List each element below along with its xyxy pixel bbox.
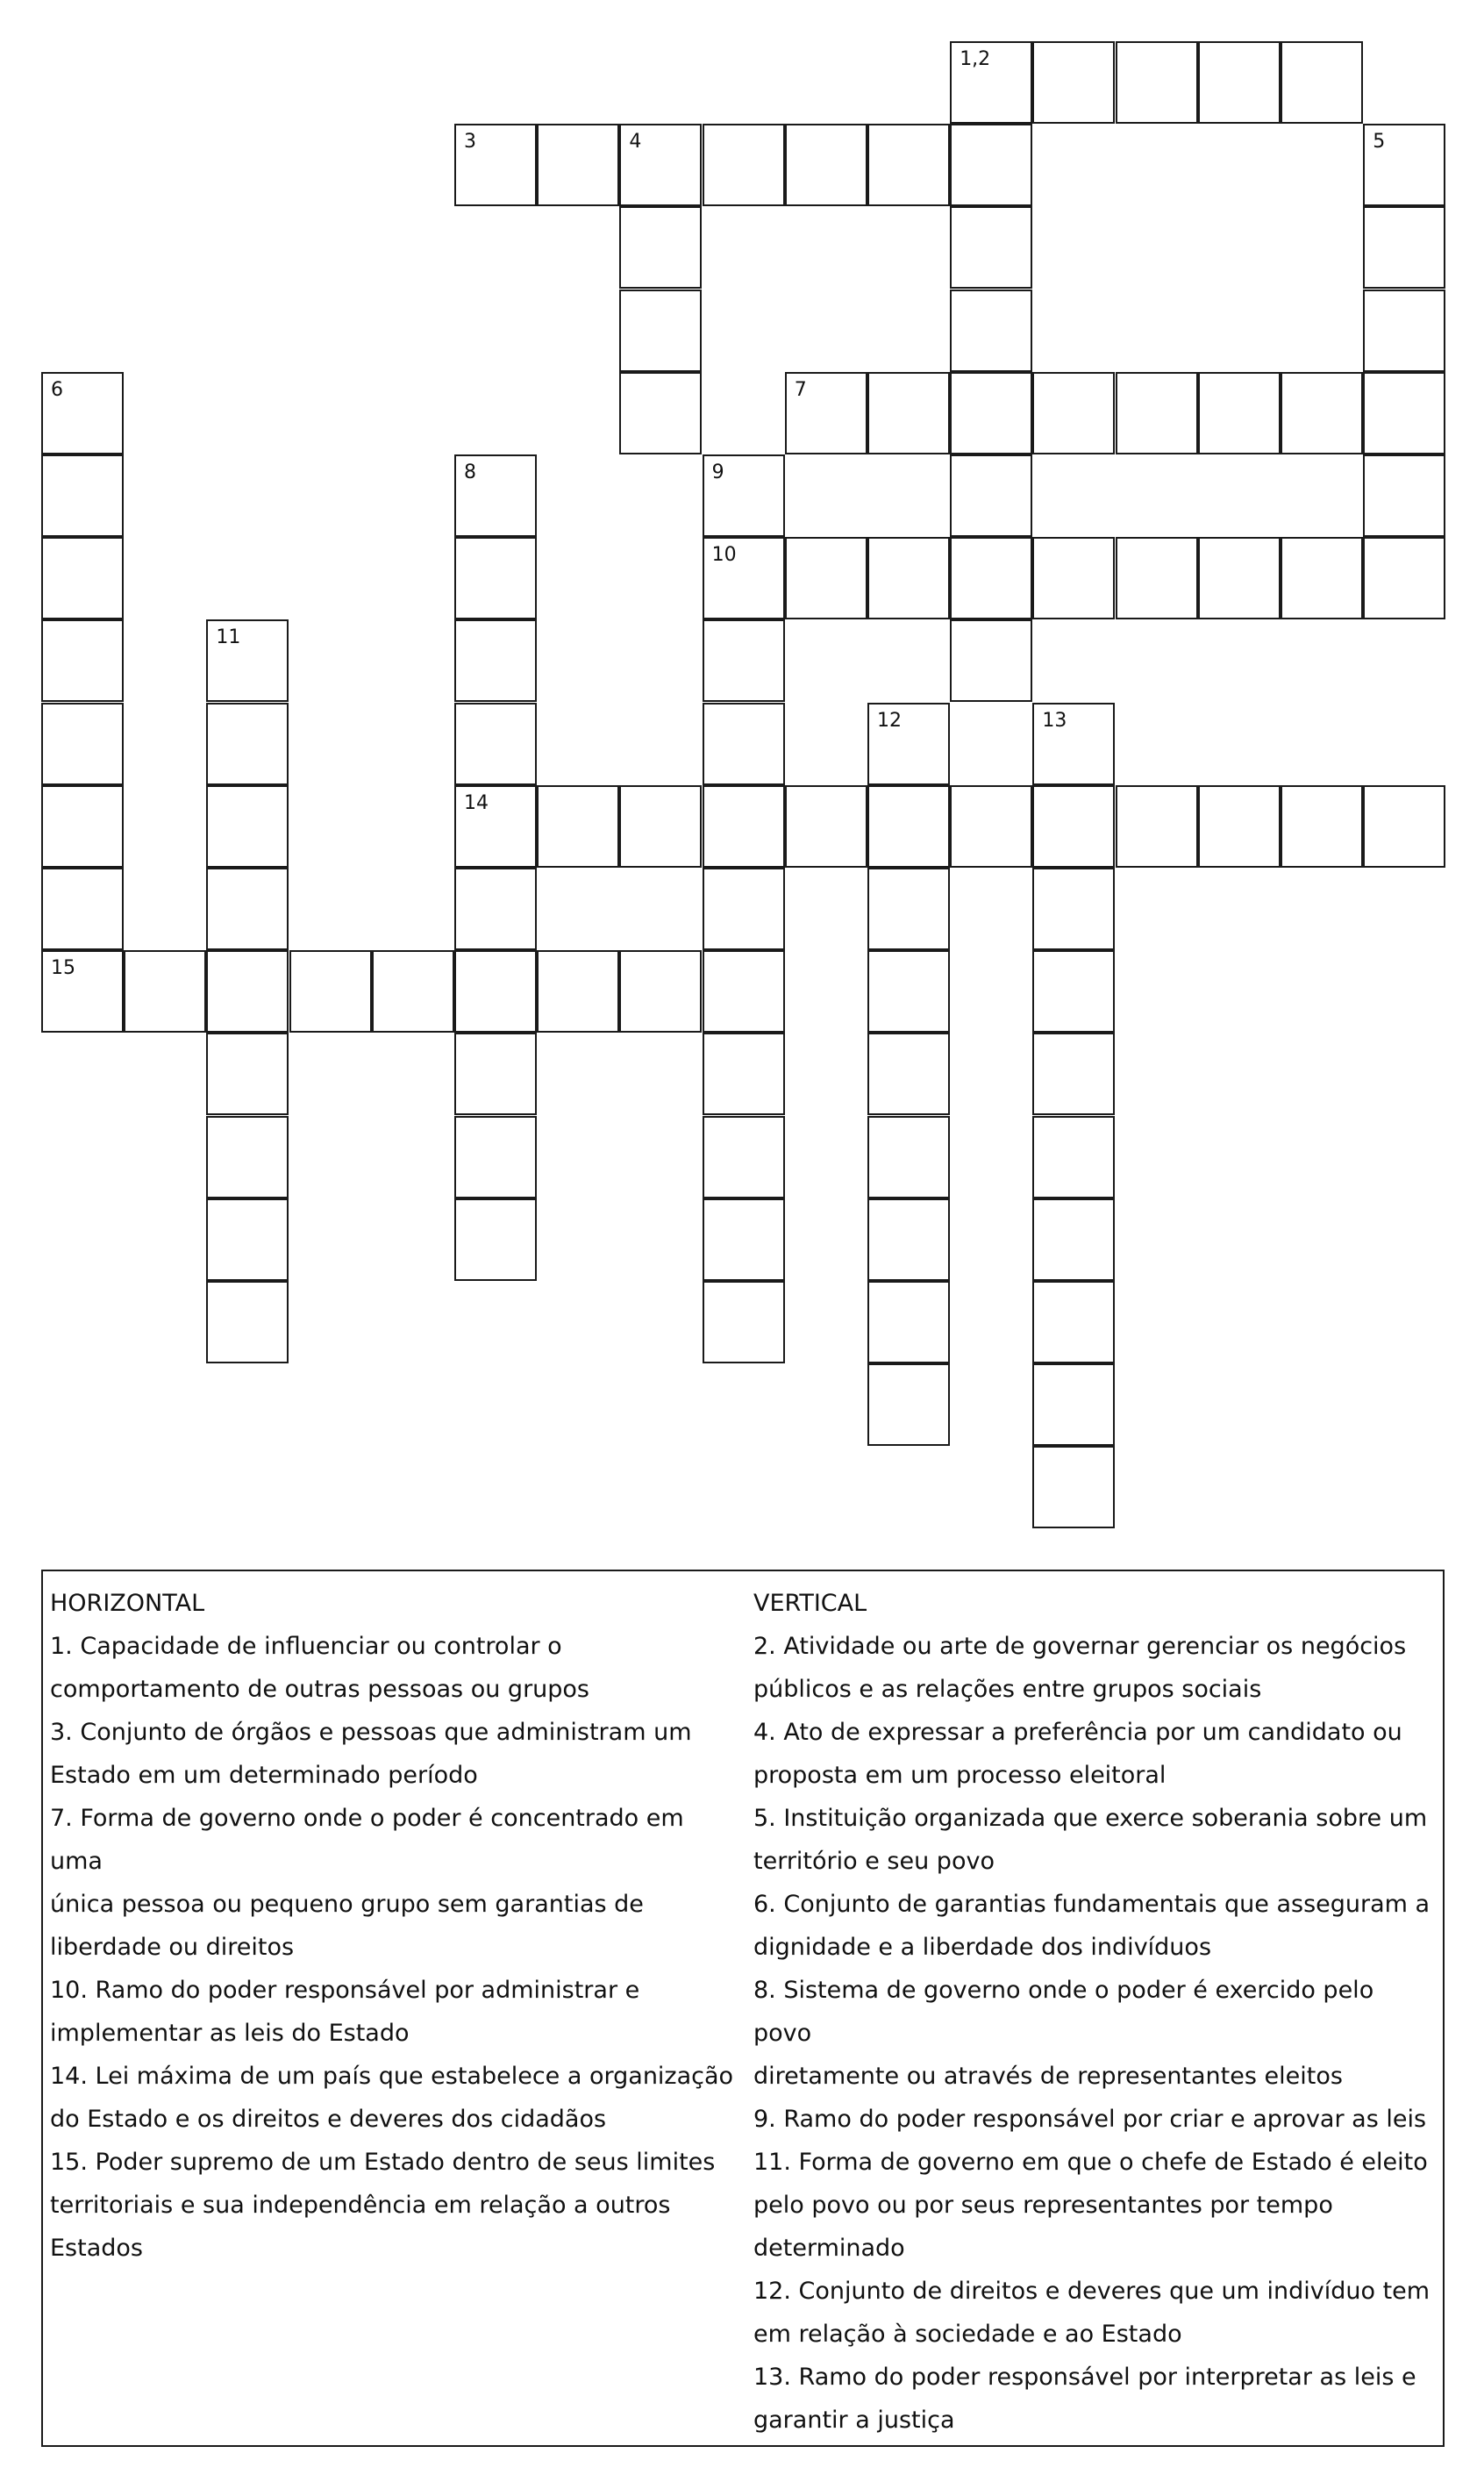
- clue-line: 8. Sistema de governo onde o poder é exercido pelo povo: [753, 1977, 1374, 2047]
- grid-cell[interactable]: [1281, 537, 1363, 619]
- grid-cell[interactable]: [950, 124, 1032, 206]
- grid-cell[interactable]: [1363, 537, 1445, 619]
- grid-cell[interactable]: [867, 785, 950, 868]
- grid-cell[interactable]: [867, 1281, 950, 1363]
- grid-cell[interactable]: [1281, 41, 1363, 124]
- clue-line: Estados: [50, 2235, 143, 2262]
- grid-cell[interactable]: [867, 537, 950, 619]
- grid-cell[interactable]: [206, 868, 289, 950]
- clue-line: diretamente ou através de representantes eleitos: [753, 2063, 1343, 2090]
- grid-cell[interactable]: [1281, 785, 1363, 868]
- clue-line: 4. Ato de expressar a preferência por um candidato ou: [753, 1719, 1402, 1746]
- grid-cell[interactable]: [1116, 537, 1198, 619]
- clue-line: 2. Atividade ou arte de governar gerenciar os negócios: [753, 1633, 1407, 1660]
- clue-line: 14. Lei máxima de um país que estabelece a organização: [50, 2063, 734, 2090]
- clue-line: dignidade e a liberdade dos indivíduos: [753, 1934, 1212, 1961]
- grid-cell[interactable]: [703, 868, 785, 950]
- grid-cell[interactable]: [454, 785, 537, 868]
- clue-line: 3. Conjunto de órgãos e pessoas que administram um: [50, 1719, 692, 1746]
- clue-number: 15: [51, 957, 75, 980]
- clue-line: proposta em um processo eleitoral: [753, 1762, 1167, 1789]
- clue-line: 5. Instituição organizada que exerce soberania sobre um: [753, 1805, 1428, 1832]
- grid-cell[interactable]: [1363, 454, 1445, 537]
- grid-cell[interactable]: [454, 124, 537, 206]
- clue-number: 4: [629, 131, 642, 154]
- grid-cell[interactable]: [867, 1363, 950, 1446]
- grid-cell[interactable]: [41, 950, 124, 1033]
- clue-line: 13. Ramo do poder responsável por interpretar as leis e: [753, 2364, 1416, 2391]
- grid-cell[interactable]: [41, 703, 124, 785]
- grid-cell[interactable]: [867, 124, 950, 206]
- grid-cell[interactable]: [1032, 785, 1115, 868]
- grid-cell[interactable]: [537, 950, 619, 1033]
- grid-cell[interactable]: [703, 703, 785, 785]
- grid-cell[interactable]: [1281, 372, 1363, 454]
- grid-cell[interactable]: [1032, 1446, 1115, 1528]
- clue-line: 9. Ramo do poder responsável por criar e aprovar as leis: [753, 2106, 1427, 2133]
- clue-line: determinado: [753, 2235, 905, 2262]
- clue-line: Estado em um determinado período: [50, 1762, 478, 1789]
- grid-cell[interactable]: [1198, 537, 1281, 619]
- grid-cell[interactable]: [206, 785, 289, 868]
- grid-cell[interactable]: [454, 950, 537, 1033]
- vertical-title: VERTICAL: [753, 1590, 867, 1617]
- grid-cell[interactable]: [950, 372, 1032, 454]
- clue-number: 14: [464, 791, 489, 814]
- clue-line: comportamento de outras pessoas ou grupos: [50, 1676, 590, 1703]
- grid-cell[interactable]: [785, 124, 867, 206]
- grid-cell[interactable]: [206, 1033, 289, 1115]
- grid-cell[interactable]: [619, 290, 702, 372]
- clue-line: 11. Forma de governo em que o chefe de Estado é eleito: [753, 2149, 1428, 2176]
- grid-cell[interactable]: [1198, 785, 1281, 868]
- clue-number: 8: [464, 461, 476, 483]
- grid-cell[interactable]: [1363, 290, 1445, 372]
- grid-cell[interactable]: [1032, 1033, 1115, 1115]
- grid-cell[interactable]: [41, 785, 124, 868]
- clue-line: liberdade ou direitos: [50, 1934, 295, 1961]
- grid-cell[interactable]: [1116, 785, 1198, 868]
- grid-cell[interactable]: [124, 950, 206, 1033]
- grid-cell[interactable]: [41, 619, 124, 702]
- grid-cell[interactable]: [537, 124, 619, 206]
- clue-number: 9: [711, 461, 724, 483]
- grid-cell[interactable]: [289, 950, 372, 1033]
- clue-line: implementar as leis do Estado: [50, 2020, 410, 2047]
- clue-line: garantir a justiça: [753, 2407, 955, 2434]
- clue-box: [41, 1570, 1445, 2447]
- grid-cell[interactable]: [1032, 868, 1115, 950]
- grid-cell[interactable]: [537, 785, 619, 868]
- grid-cell[interactable]: [703, 1198, 785, 1281]
- clue-number: 1,2: [960, 48, 991, 70]
- grid-cell[interactable]: [41, 868, 124, 950]
- clue-number: 7: [794, 378, 807, 401]
- clue-line: 10. Ramo do poder responsável por administrar e: [50, 1977, 640, 2004]
- grid-cell[interactable]: [454, 703, 537, 785]
- clue-number: 11: [216, 626, 241, 649]
- grid-cell[interactable]: [703, 785, 785, 868]
- grid-cell[interactable]: [703, 619, 785, 702]
- grid-cell[interactable]: [454, 454, 537, 537]
- grid-cell[interactable]: [41, 537, 124, 619]
- grid-cell[interactable]: [703, 1033, 785, 1115]
- grid-cell[interactable]: [703, 950, 785, 1033]
- clue-line: territoriais e sua independência em relação a outros: [50, 2192, 671, 2219]
- grid-cell[interactable]: [785, 372, 867, 454]
- clue-line: 1. Capacidade de influenciar ou controlar o: [50, 1633, 562, 1660]
- grid-cell[interactable]: [454, 1033, 537, 1115]
- grid-cell[interactable]: [950, 537, 1032, 619]
- grid-cell[interactable]: [1363, 124, 1445, 206]
- grid-cell[interactable]: [785, 785, 867, 868]
- grid-cell[interactable]: [454, 1116, 537, 1198]
- grid-cell[interactable]: [867, 868, 950, 950]
- grid-cell[interactable]: [619, 372, 702, 454]
- grid-cell[interactable]: [619, 950, 702, 1033]
- grid-cell[interactable]: [785, 537, 867, 619]
- grid-cell[interactable]: [703, 124, 785, 206]
- grid-cell[interactable]: [1116, 41, 1198, 124]
- grid-cell[interactable]: [206, 1281, 289, 1363]
- grid-cell[interactable]: [867, 1033, 950, 1115]
- grid-cell[interactable]: [206, 703, 289, 785]
- grid-cell[interactable]: [1363, 206, 1445, 289]
- clue-line: 15. Poder supremo de um Estado dentro de seus limites: [50, 2149, 716, 2176]
- clue-number: 5: [1373, 131, 1386, 154]
- grid-cell[interactable]: [41, 454, 124, 537]
- grid-cell[interactable]: [1032, 41, 1115, 124]
- clue-line: território e seu povo: [753, 1848, 995, 1875]
- grid-cell[interactable]: [950, 290, 1032, 372]
- grid-cell[interactable]: [1363, 372, 1445, 454]
- clue-number: 13: [1042, 709, 1067, 732]
- clue-number: 3: [464, 131, 476, 154]
- grid-cell[interactable]: [950, 619, 1032, 702]
- grid-cell[interactable]: [867, 950, 950, 1033]
- clue-line: 12. Conjunto de direitos e deveres que um indivíduo tem: [753, 2278, 1430, 2305]
- grid-cell[interactable]: [1198, 41, 1281, 124]
- grid-cell[interactable]: [206, 1198, 289, 1281]
- grid-cell[interactable]: [206, 619, 289, 702]
- grid-cell[interactable]: [454, 1198, 537, 1281]
- grid-cell[interactable]: [1032, 372, 1115, 454]
- grid-cell[interactable]: [1363, 785, 1445, 868]
- grid-cell[interactable]: [703, 1116, 785, 1198]
- grid-cell[interactable]: [1198, 372, 1281, 454]
- grid-cell[interactable]: [1032, 1281, 1115, 1363]
- grid-cell[interactable]: [950, 785, 1032, 868]
- grid-cell[interactable]: [1032, 703, 1115, 785]
- clue-line: única pessoa ou pequeno grupo sem garantias de: [50, 1891, 644, 1918]
- clue-number: 12: [877, 709, 902, 732]
- grid-cell[interactable]: [619, 206, 702, 289]
- grid-cell[interactable]: [1032, 950, 1115, 1033]
- grid-cell[interactable]: [454, 868, 537, 950]
- grid-cell[interactable]: [867, 703, 950, 785]
- grid-cell[interactable]: [950, 454, 1032, 537]
- clue-line: 7. Forma de governo onde o poder é concentrado em uma: [50, 1805, 684, 1875]
- grid-cell[interactable]: [619, 785, 702, 868]
- clue-number: 6: [51, 378, 63, 401]
- horizontal-clues: [50, 1582, 743, 2270]
- grid-cell[interactable]: [950, 41, 1032, 124]
- clue-line: do Estado e os direitos e deveres dos cidadãos: [50, 2106, 607, 2133]
- clue-line: em relação à sociedade e ao Estado: [753, 2321, 1182, 2348]
- horizontal-title: HORIZONTAL: [50, 1590, 205, 1617]
- grid-cell[interactable]: [703, 537, 785, 619]
- grid-cell[interactable]: [454, 619, 537, 702]
- grid-cell[interactable]: [372, 950, 454, 1033]
- grid-cell[interactable]: [206, 1116, 289, 1198]
- grid-cell[interactable]: [950, 206, 1032, 289]
- grid-cell[interactable]: [1032, 1363, 1115, 1446]
- clue-line: públicos e as relações entre grupos sociais: [753, 1676, 1262, 1703]
- grid-cell[interactable]: [867, 372, 950, 454]
- clue-line: 6. Conjunto de garantias fundamentais que asseguram a: [753, 1891, 1430, 1918]
- grid-cell[interactable]: [703, 454, 785, 537]
- grid-cell[interactable]: [1116, 372, 1198, 454]
- grid-cell[interactable]: [1032, 1198, 1115, 1281]
- grid-cell[interactable]: [41, 372, 124, 454]
- grid-cell[interactable]: [1032, 1116, 1115, 1198]
- grid-cell[interactable]: [1032, 537, 1115, 619]
- grid-cell[interactable]: [703, 1281, 785, 1363]
- grid-cell[interactable]: [454, 537, 537, 619]
- grid-cell[interactable]: [867, 1116, 950, 1198]
- clue-number: 10: [711, 544, 737, 567]
- grid-cell[interactable]: [619, 124, 702, 206]
- clue-line: pelo povo ou por seus representantes por tempo: [753, 2192, 1333, 2219]
- vertical-clues: [753, 1582, 1438, 2442]
- grid-cell[interactable]: [206, 950, 289, 1033]
- grid-cell[interactable]: [867, 1198, 950, 1281]
